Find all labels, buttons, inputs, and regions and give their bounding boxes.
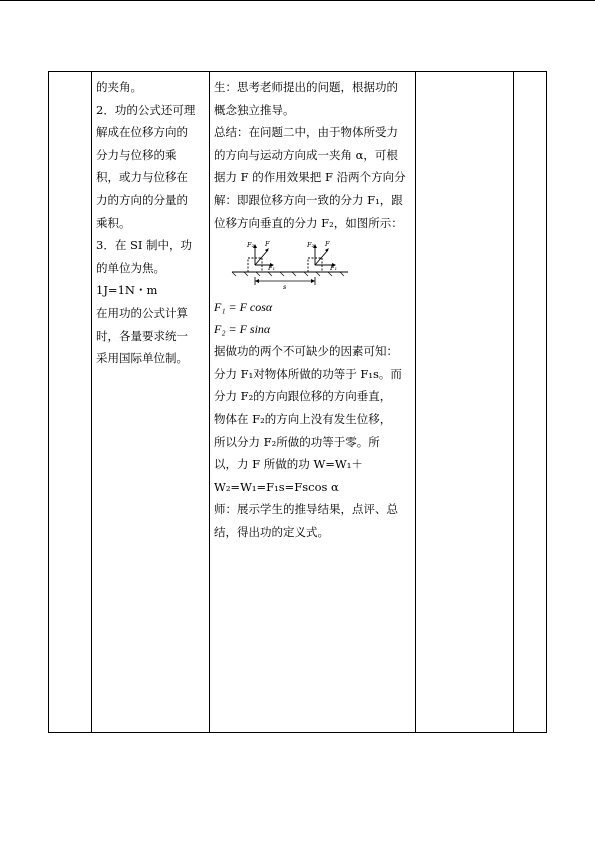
activity-line: 分力 F₁对物体所做的功等于 F₁s。而 bbox=[214, 366, 402, 381]
label-f-start: F bbox=[265, 240, 270, 249]
force-decomposition-figure bbox=[230, 238, 350, 290]
activity-line: 据力 F 的作用效果把 F 沿两个方向分 bbox=[214, 170, 406, 185]
activity-line: 位移方向垂直的分力 F₂，如图所示： bbox=[214, 215, 403, 230]
label-s: s bbox=[283, 283, 287, 291]
content-line: 乘积。 bbox=[96, 215, 131, 230]
table-col-border-4 bbox=[415, 71, 416, 733]
label-f1-end: F₁ bbox=[330, 264, 338, 273]
table-col-border-2 bbox=[91, 71, 92, 733]
activity-column bbox=[214, 76, 410, 544]
content-line: 采用国际单位制。 bbox=[96, 351, 188, 366]
content-line: 的夹角。 bbox=[96, 80, 142, 94]
table-col-border-6 bbox=[546, 71, 547, 733]
activity-line: 概念独立推导。 bbox=[214, 102, 295, 117]
page-top-rule bbox=[0, 0, 595, 1]
activity-line: 据做功的两个不可缺少的因素可知： bbox=[214, 344, 398, 359]
table-col-border-1 bbox=[48, 71, 49, 733]
content-line: 积，或力与位移在 bbox=[96, 170, 188, 185]
label-f2-end: F₂ bbox=[307, 241, 315, 250]
table-top-border bbox=[48, 71, 547, 72]
label-f1-start: F₁ bbox=[268, 264, 276, 273]
activity-line: 结，得出功的定义式。 bbox=[214, 524, 329, 539]
activity-line: 总结：在问题二中，由于物体所受力 bbox=[214, 125, 398, 140]
content-line: 在用功的公式计算 bbox=[96, 305, 188, 320]
formula-f1: F₁ = F cosα bbox=[214, 300, 273, 315]
activity-line: 生：思考老师提出的问题，根据功的 bbox=[214, 80, 398, 94]
content-line: 力的方向的分量的 bbox=[96, 192, 188, 207]
activity-line: 分力 F₂的方向跟位移的方向垂直， bbox=[214, 389, 392, 404]
work-equation: W₂=W₁=F₁s=Fscos α bbox=[214, 479, 339, 494]
activity-line: 的方向与运动方向成一夹角 α，可根 bbox=[214, 147, 398, 162]
content-line: 2．功的公式还可理 bbox=[96, 102, 196, 117]
content-line: 分力与位移的乘 bbox=[96, 147, 177, 162]
content-line: 解成在位移方向的 bbox=[96, 125, 188, 140]
label-f2-start: F₂ bbox=[247, 241, 255, 250]
table-bottom-border bbox=[48, 732, 547, 733]
activity-line: 师：展示学生的推导结果，点评、总 bbox=[214, 502, 398, 517]
activity-line: 解：即跟位移方向一致的分力 F₁，跟 bbox=[214, 192, 403, 207]
label-f-end: F bbox=[325, 240, 330, 249]
content-line: 时，各量要求统一 bbox=[96, 328, 188, 343]
content-line: 3．在 SI 制中，功 bbox=[96, 238, 193, 253]
table-col-border-3 bbox=[209, 71, 210, 733]
activity-line: 物体在 F₂的方向上没有发生位移， bbox=[214, 411, 392, 426]
table-col-border-5 bbox=[513, 71, 514, 733]
unit-definition: 1J=1N・m bbox=[96, 283, 158, 298]
content-column bbox=[96, 76, 204, 370]
content-line: 的单位为焦。 bbox=[96, 260, 165, 275]
activity-line: 所以分力 F₂所做的功等于零。所 bbox=[214, 434, 380, 449]
activity-line: 以，力 F 所做的功 W=W₁＋ bbox=[214, 457, 363, 472]
formula-f2: F₂ = F sinα bbox=[214, 322, 271, 337]
